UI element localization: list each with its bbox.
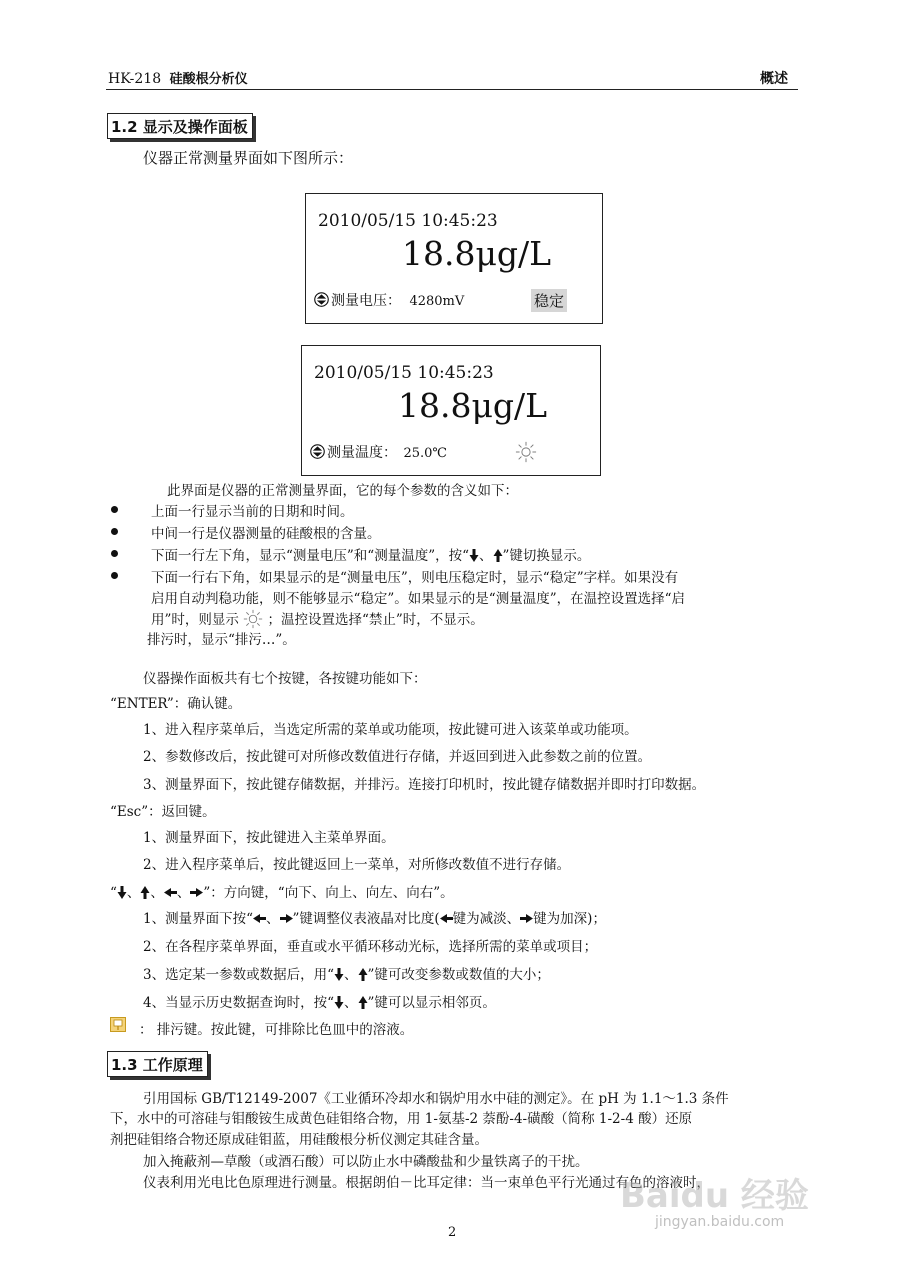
bullet-dot	[111, 528, 118, 535]
header-left	[108, 68, 248, 87]
enter-item-2: 2、参数修改后，按此键可对所修改数值进行存储，并返回到进入此参数之前的位置。	[143, 749, 652, 765]
dir-item-4	[143, 991, 496, 1011]
up-arrow-icon	[140, 886, 150, 899]
header-rule	[106, 89, 798, 90]
up-arrow-icon	[358, 968, 368, 981]
bullet-4-text-a: 用”时，则显示	[151, 612, 239, 628]
lcd-datetime: 2010/05/15 10:45:23	[318, 211, 498, 231]
bullet-dot	[111, 572, 118, 579]
principle-line-3: 剂把硅钼络合物还原成硅钼蓝，用硅酸根分析仪测定其硅含量。	[110, 1132, 488, 1148]
dir-sep: 、	[344, 995, 358, 1011]
model-name: HK-218	[108, 71, 162, 87]
right-arrow-icon	[280, 913, 293, 924]
section-1-3-title: 1.3 工作原理	[107, 1051, 208, 1077]
direction-key-title	[110, 881, 454, 901]
bullet-3-sep: 、	[479, 548, 493, 564]
bullet-dot	[111, 506, 118, 513]
keys-intro: 仪器操作面板共有七个按键，各按键功能如下：	[143, 671, 427, 687]
stable-badge: 稳定	[531, 289, 567, 312]
down-arrow-icon	[117, 886, 127, 899]
lcd-label: 测量电压：	[331, 293, 401, 309]
esc-key-title: “Esc”：返回键。	[110, 804, 216, 820]
left-arrow-icon	[440, 913, 453, 924]
dir-item-4-a: 4、当显示历史数据查询时，按“	[143, 995, 334, 1011]
lcd-screen-temperature	[301, 345, 601, 476]
left-arrow-icon	[164, 887, 177, 898]
sun-icon	[243, 609, 263, 629]
dir-text-open: “	[110, 885, 117, 901]
dir-item-1	[143, 907, 606, 927]
bullet-4-line-4: 排污时，显示“排污…”。	[147, 632, 296, 648]
lcd-label: 测量温度：	[327, 445, 397, 461]
dir-sep: 、	[266, 911, 280, 927]
intro-text: 仪器正常测量界面如下图所示：	[143, 149, 354, 167]
bullet-4-text-b: ；温控设置选择“禁止”时，不显示。	[267, 612, 484, 628]
dir-item-4-b: ”键可以显示相邻页。	[367, 995, 496, 1011]
lcd-reading: 25.0℃	[403, 446, 447, 461]
dir-text-close: ”：方向键，“向下、向上、向左、向右”。	[203, 885, 454, 901]
drain-key-icon	[110, 1017, 126, 1032]
enter-key-title: “ENTER”：确认键。	[110, 696, 242, 712]
section-1-2-title: 1.2 显示及操作面板	[107, 113, 253, 139]
dir-item-1-d: 键为加深)；	[533, 911, 606, 927]
bullet-4-line-3	[151, 608, 484, 629]
dir-item-3-a: 3、选定某一参数或数据后，用“	[143, 967, 334, 983]
dir-sep: 、	[126, 885, 141, 901]
up-down-toggle-icon	[314, 292, 329, 307]
dir-sep: 、	[176, 885, 191, 901]
up-arrow-icon	[358, 996, 368, 1009]
lcd-reading: 4280mV	[409, 294, 465, 309]
principle-line-2: 下，水中的可溶硅与钼酸铵生成黄色硅钼络合物，用 1-氨基-2 萘酚-4-磺酸（简称 1-2-4 酸）还原	[110, 1111, 693, 1127]
right-arrow-icon	[190, 887, 203, 898]
page-number: 2	[448, 1225, 457, 1240]
lcd-datetime: 2010/05/15 10:45:23	[314, 363, 494, 383]
dir-item-3-b: ”键可改变参数或数值的大小；	[367, 967, 550, 983]
principle-line-5: 仪表利用光电比色原理进行测量。根据朗伯－比耳定律：当一束单色平行光通过有色的溶液时，	[143, 1175, 710, 1191]
lcd-footer	[310, 442, 447, 462]
up-down-toggle-icon	[310, 444, 325, 459]
drain-key-desc: ： 排污键。按此键，可排除比色皿中的溶液。	[139, 1022, 414, 1038]
principle-line-1: 引用国标 GB/T12149-2007《工业循环冷却水和锅炉用水中硅的测定》。在 pH 为 1.1～1.3 条件	[143, 1091, 729, 1107]
enter-item-1: 1、进入程序菜单后，当选定所需的菜单或功能项，按此键可进入该菜单或功能项。	[143, 722, 638, 738]
dir-item-2: 2、在各程序菜单界面，垂直或水平循环移动光标，选择所需的菜单或项目；	[143, 939, 598, 955]
bullet-dot	[111, 550, 118, 557]
lcd-value: 18.8μg/L	[402, 234, 552, 273]
down-arrow-icon	[334, 968, 344, 981]
esc-item-2: 2、进入程序菜单后，按此键返回上一菜单，对所修改数值不进行存储。	[143, 857, 571, 873]
dir-item-1-c: 键为减淡、	[452, 911, 521, 927]
up-arrow-icon	[493, 549, 503, 562]
lcd-screen-voltage	[305, 193, 603, 324]
sun-icon	[515, 441, 537, 463]
down-arrow-icon	[469, 549, 479, 562]
dir-item-3	[143, 963, 550, 983]
dir-sep: 、	[150, 885, 164, 901]
product-title: 硅酸根分析仪	[169, 72, 248, 87]
dir-item-1-b: ”键调整仪表液晶对比度(	[292, 911, 440, 927]
bullet-3-text-a: 下面一行左下角，显示“测量电压”和“测量温度”，按“	[151, 548, 470, 564]
down-arrow-icon	[334, 996, 344, 1009]
lcd-value: 18.8μg/L	[398, 386, 548, 425]
bullet-1: 上面一行显示当前的日期和时间。	[151, 504, 354, 520]
left-arrow-icon	[253, 913, 266, 924]
right-arrow-icon	[520, 913, 533, 924]
header-section: 概述	[760, 71, 788, 87]
bullet-4-line-2: 启用自动判稳功能，则不能够显示“稳定”。如果显示的是“测量温度”，在温控设置选择“启	[151, 591, 686, 607]
bullet-2: 中间一行是仪器测量的硅酸根的含量。	[151, 526, 381, 542]
lcd-footer	[314, 290, 464, 310]
bullet-3-text-c: ”键切换显示。	[502, 548, 591, 564]
dir-item-1-a: 1、测量界面下按“	[143, 911, 253, 927]
enter-item-3: 3、测量界面下，按此键存储数据，并排污。连接打印机时，按此键存储数据并即时打印数据。	[143, 777, 706, 793]
screen-description: 此界面是仪器的正常测量界面，它的每个参数的含义如下：	[167, 483, 518, 499]
esc-item-1: 1、测量界面下，按此键进入主菜单界面。	[143, 830, 395, 846]
bullet-3	[151, 544, 590, 564]
dir-sep: 、	[344, 967, 358, 983]
watermark-logo: Baidu 经验	[620, 1176, 809, 1216]
principle-line-4: 加入掩蔽剂—草酸（或酒石酸）可以防止水中磷酸盐和少量铁离子的干扰。	[143, 1154, 589, 1170]
bullet-4-line-1: 下面一行右下角，如果显示的是“测量电压”，则电压稳定时，显示“稳定”字样。如果没有	[151, 570, 679, 586]
watermark-url: jingyan.baidu.com	[655, 1214, 785, 1230]
